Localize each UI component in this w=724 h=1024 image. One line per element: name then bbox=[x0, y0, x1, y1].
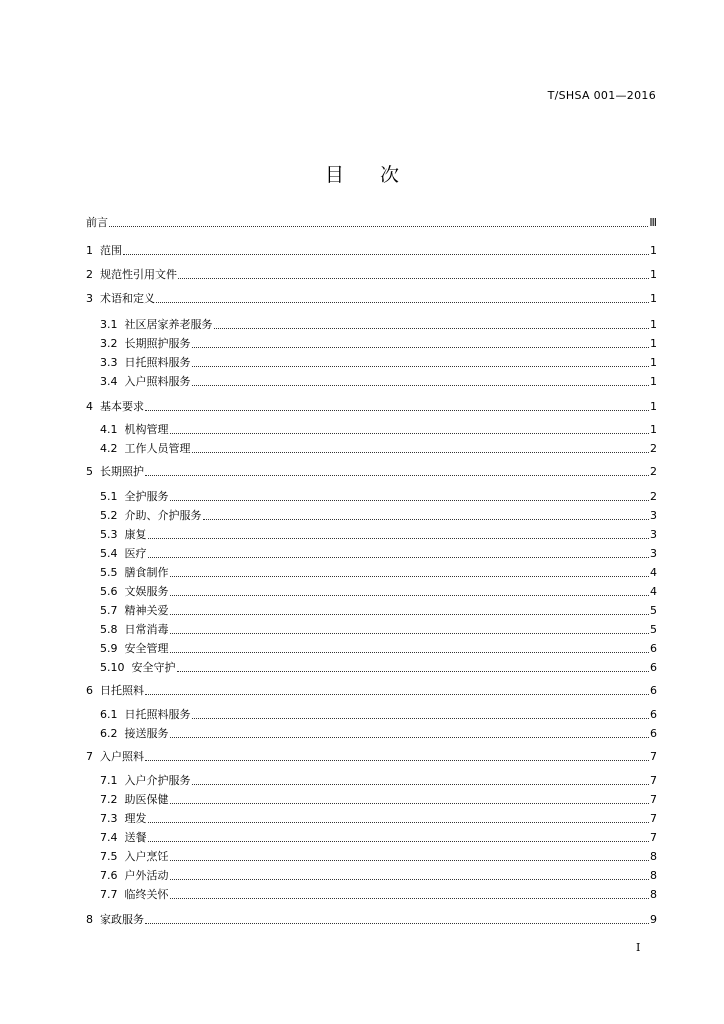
toc-entry[interactable] bbox=[100, 706, 657, 722]
toc-entry-label: 日托照料服务 bbox=[124, 708, 191, 721]
toc-entry-number: 1 bbox=[86, 244, 100, 257]
toc-entry-page: 8 bbox=[650, 850, 657, 863]
toc-entry-number: 6.1 bbox=[100, 708, 125, 721]
toc-entry[interactable] bbox=[100, 810, 657, 826]
toc-entry-number: 7.6 bbox=[100, 869, 125, 882]
toc-leader-dots bbox=[192, 451, 650, 453]
toc-entry-number: 5.10 bbox=[100, 661, 132, 674]
toc-entry[interactable] bbox=[100, 602, 657, 618]
toc-entry[interactable] bbox=[86, 214, 657, 230]
toc-entry-page: 6 bbox=[650, 661, 657, 674]
toc-entry-label: 全护服务 bbox=[124, 490, 169, 503]
toc-entry-number: 4.1 bbox=[100, 423, 125, 436]
toc-entry-page: 2 bbox=[650, 442, 657, 455]
toc-leader-dots bbox=[192, 365, 650, 367]
toc-entry[interactable] bbox=[100, 583, 657, 599]
toc-entry-page: 7 bbox=[650, 774, 657, 787]
toc-leader-dots bbox=[145, 922, 649, 924]
toc-entry[interactable] bbox=[86, 682, 657, 698]
title-char-1: 目 bbox=[324, 164, 344, 186]
toc-entry-number: 5.3 bbox=[100, 528, 125, 541]
toc-leader-dots bbox=[170, 613, 650, 615]
toc-entry[interactable] bbox=[100, 335, 657, 351]
toc-entry-page: 6 bbox=[650, 684, 657, 697]
toc-entry-label: 康复 bbox=[124, 528, 147, 541]
toc-entry-label: 日常消毒 bbox=[124, 623, 169, 636]
toc-entry[interactable] bbox=[100, 316, 657, 332]
toc-entry[interactable] bbox=[86, 398, 657, 414]
toc-entry-label: 范围 bbox=[100, 244, 122, 257]
toc-entry[interactable] bbox=[100, 791, 657, 807]
toc-entry[interactable] bbox=[86, 911, 657, 927]
toc-entry-label: 入户介护服务 bbox=[124, 774, 191, 787]
toc-entry-page: 7 bbox=[650, 793, 657, 806]
toc-entry-number: 5.8 bbox=[100, 623, 125, 636]
toc-entry-number: 5.9 bbox=[100, 642, 125, 655]
toc-entry-page: 8 bbox=[650, 888, 657, 901]
toc-entry-page: 7 bbox=[650, 812, 657, 825]
toc-entry[interactable] bbox=[100, 659, 657, 675]
toc-entry-label: 入户烹饪 bbox=[124, 850, 169, 863]
toc-entry[interactable] bbox=[86, 290, 657, 306]
toc-entry-number: 7.4 bbox=[100, 831, 125, 844]
toc-entry-number: 5.7 bbox=[100, 604, 125, 617]
toc-entry-page: 3 bbox=[650, 528, 657, 541]
toc-entry-label: 介助、介护服务 bbox=[124, 509, 202, 522]
toc-entry-number: 7.5 bbox=[100, 850, 125, 863]
toc-entry-label: 安全管理 bbox=[124, 642, 169, 655]
toc-entry-label: 前言 bbox=[86, 216, 108, 229]
toc-entry-page: 1 bbox=[650, 268, 657, 281]
page-number: I bbox=[636, 941, 641, 954]
toc-entry-number: 7 bbox=[86, 750, 100, 763]
toc-entry-page: 5 bbox=[650, 604, 657, 617]
toc-entry-label: 术语和定义 bbox=[100, 292, 155, 305]
toc-leader-dots bbox=[148, 821, 650, 823]
toc-entry-number: 4 bbox=[86, 400, 100, 413]
toc-entry-label: 文娱服务 bbox=[124, 585, 169, 598]
toc-entry-page: 1 bbox=[650, 375, 657, 388]
toc-entry-page: 1 bbox=[650, 292, 657, 305]
toc-entry-label: 接送服务 bbox=[124, 727, 169, 740]
toc-entry-page: 6 bbox=[650, 708, 657, 721]
toc-entry-label: 长期照护 bbox=[100, 465, 144, 478]
toc-entry[interactable] bbox=[100, 373, 657, 389]
toc-entry[interactable] bbox=[100, 488, 657, 504]
toc-entry-number: 4.2 bbox=[100, 442, 125, 455]
toc-entry[interactable] bbox=[100, 440, 657, 456]
toc-entry-page: 7 bbox=[650, 750, 657, 763]
toc-leader-dots bbox=[148, 556, 650, 558]
toc-entry-number: 6 bbox=[86, 684, 100, 697]
toc-entry-label: 助医保健 bbox=[124, 793, 169, 806]
toc-entry-label: 工作人员管理 bbox=[124, 442, 191, 455]
toc-entry[interactable] bbox=[100, 886, 657, 902]
toc-leader-dots bbox=[148, 537, 650, 539]
toc-leader-dots bbox=[170, 432, 650, 434]
toc-entry-number: 5.1 bbox=[100, 490, 125, 503]
toc-entry-number: 5.4 bbox=[100, 547, 125, 560]
toc-entry-label: 安全守护 bbox=[131, 661, 176, 674]
toc-entry[interactable] bbox=[86, 266, 657, 282]
toc-leader-dots bbox=[145, 474, 649, 476]
toc-entry-number: 3.1 bbox=[100, 318, 125, 331]
toc-entry-page: 9 bbox=[650, 913, 657, 926]
toc-entry-number: 5 bbox=[86, 465, 100, 478]
toc-entry-page: Ⅲ bbox=[649, 216, 657, 229]
toc-entry-page: 3 bbox=[650, 509, 657, 522]
toc-leader-dots bbox=[170, 632, 650, 634]
toc-entry-page: 2 bbox=[650, 490, 657, 503]
toc-leader-dots bbox=[170, 499, 650, 501]
toc-entry-label: 膳食制作 bbox=[124, 566, 169, 579]
page-title bbox=[0, 160, 724, 187]
toc-entry-label: 机构管理 bbox=[124, 423, 169, 436]
toc-entry[interactable] bbox=[100, 725, 657, 741]
toc-entry-page: 4 bbox=[650, 566, 657, 579]
toc-entry-number: 3.3 bbox=[100, 356, 125, 369]
toc-entry[interactable] bbox=[86, 748, 657, 764]
toc-entry-number: 7.3 bbox=[100, 812, 125, 825]
toc-leader-dots bbox=[214, 327, 650, 329]
toc-entry-page: 1 bbox=[650, 356, 657, 369]
toc-entry[interactable] bbox=[100, 526, 657, 542]
toc-entry-page: 1 bbox=[650, 244, 657, 257]
toc-entry-label: 日托照料服务 bbox=[124, 356, 191, 369]
toc-entry-page: 6 bbox=[650, 727, 657, 740]
toc-entry[interactable] bbox=[100, 640, 657, 656]
toc-entry[interactable] bbox=[100, 545, 657, 561]
toc-entry[interactable] bbox=[100, 421, 657, 437]
toc-entry-label: 基本要求 bbox=[100, 400, 144, 413]
toc-entry-label: 医疗 bbox=[124, 547, 147, 560]
toc-leader-dots bbox=[192, 717, 650, 719]
standard-code: T/SHSA 001—2016 bbox=[547, 89, 656, 102]
toc-entry-page: 4 bbox=[650, 585, 657, 598]
toc-entry[interactable] bbox=[86, 242, 657, 258]
toc-entry[interactable] bbox=[100, 621, 657, 637]
toc-entry-label: 入户照料 bbox=[100, 750, 144, 763]
toc-leader-dots bbox=[192, 346, 650, 348]
toc-entry[interactable] bbox=[100, 829, 657, 845]
toc-entry-page: 3 bbox=[650, 547, 657, 560]
toc-entry-page: 1 bbox=[650, 400, 657, 413]
toc-entry[interactable] bbox=[100, 564, 657, 580]
toc-leader-dots bbox=[145, 693, 649, 695]
toc-entry-page: 8 bbox=[650, 869, 657, 882]
toc-entry[interactable] bbox=[100, 867, 657, 883]
toc-entry-number: 6.2 bbox=[100, 727, 125, 740]
toc-leader-dots bbox=[192, 384, 650, 386]
toc-leader-dots bbox=[109, 225, 648, 227]
toc-entry-number: 5.6 bbox=[100, 585, 125, 598]
toc-leader-dots bbox=[145, 409, 649, 411]
toc-entry-page: 5 bbox=[650, 623, 657, 636]
toc-entry-number: 8 bbox=[86, 913, 100, 926]
toc-leader-dots bbox=[170, 859, 650, 861]
toc-entry-number: 3.4 bbox=[100, 375, 125, 388]
toc-entry-number: 3.2 bbox=[100, 337, 125, 350]
toc-entry-label: 送餐 bbox=[124, 831, 147, 844]
toc-leader-dots bbox=[170, 878, 650, 880]
toc-entry-label: 家政服务 bbox=[100, 913, 144, 926]
toc-entry-label: 临终关怀 bbox=[124, 888, 169, 901]
toc-entry-number: 7.7 bbox=[100, 888, 125, 901]
toc-entry-label: 精神关爱 bbox=[124, 604, 169, 617]
toc-entry-label: 入户照料服务 bbox=[124, 375, 191, 388]
toc-entry-page: 2 bbox=[650, 465, 657, 478]
toc-leader-dots bbox=[177, 670, 650, 672]
toc-entry[interactable] bbox=[100, 772, 657, 788]
toc-entry-label: 长期照护服务 bbox=[124, 337, 191, 350]
toc-entry-page: 1 bbox=[650, 318, 657, 331]
toc-entry-page: 1 bbox=[650, 337, 657, 350]
toc-entry[interactable] bbox=[100, 848, 657, 864]
toc-leader-dots bbox=[170, 594, 650, 596]
toc-entry-number: 5.5 bbox=[100, 566, 125, 579]
toc-leader-dots bbox=[170, 736, 650, 738]
toc-leader-dots bbox=[203, 518, 650, 520]
toc-entry-number: 7.1 bbox=[100, 774, 125, 787]
toc-entry-page: 7 bbox=[650, 831, 657, 844]
toc-leader-dots bbox=[178, 277, 649, 279]
toc-leader-dots bbox=[192, 783, 650, 785]
title-char-2: 次 bbox=[380, 164, 400, 186]
toc-entry-label: 社区居家养老服务 bbox=[124, 318, 213, 331]
toc-entry[interactable] bbox=[100, 354, 657, 370]
toc-leader-dots bbox=[170, 897, 650, 899]
toc-entry-number: 3 bbox=[86, 292, 100, 305]
toc-leader-dots bbox=[145, 759, 649, 761]
toc-entry-label: 日托照料 bbox=[100, 684, 144, 697]
toc-entry-label: 户外活动 bbox=[124, 869, 169, 882]
toc-leader-dots bbox=[170, 802, 650, 804]
toc-entry[interactable] bbox=[100, 507, 657, 523]
toc-leader-dots bbox=[156, 301, 649, 303]
toc-leader-dots bbox=[170, 651, 650, 653]
toc-entry[interactable] bbox=[86, 463, 657, 479]
toc-leader-dots bbox=[123, 253, 649, 255]
toc-entry-label: 理发 bbox=[124, 812, 147, 825]
toc-entry-number: 5.2 bbox=[100, 509, 125, 522]
toc-leader-dots bbox=[148, 840, 650, 842]
toc-leader-dots bbox=[170, 575, 650, 577]
toc-entry-page: 1 bbox=[650, 423, 657, 436]
toc-entry-label: 规范性引用文件 bbox=[100, 268, 177, 281]
toc-entry-page: 6 bbox=[650, 642, 657, 655]
toc-entry-number: 7.2 bbox=[100, 793, 125, 806]
toc-entry-number: 2 bbox=[86, 268, 100, 281]
